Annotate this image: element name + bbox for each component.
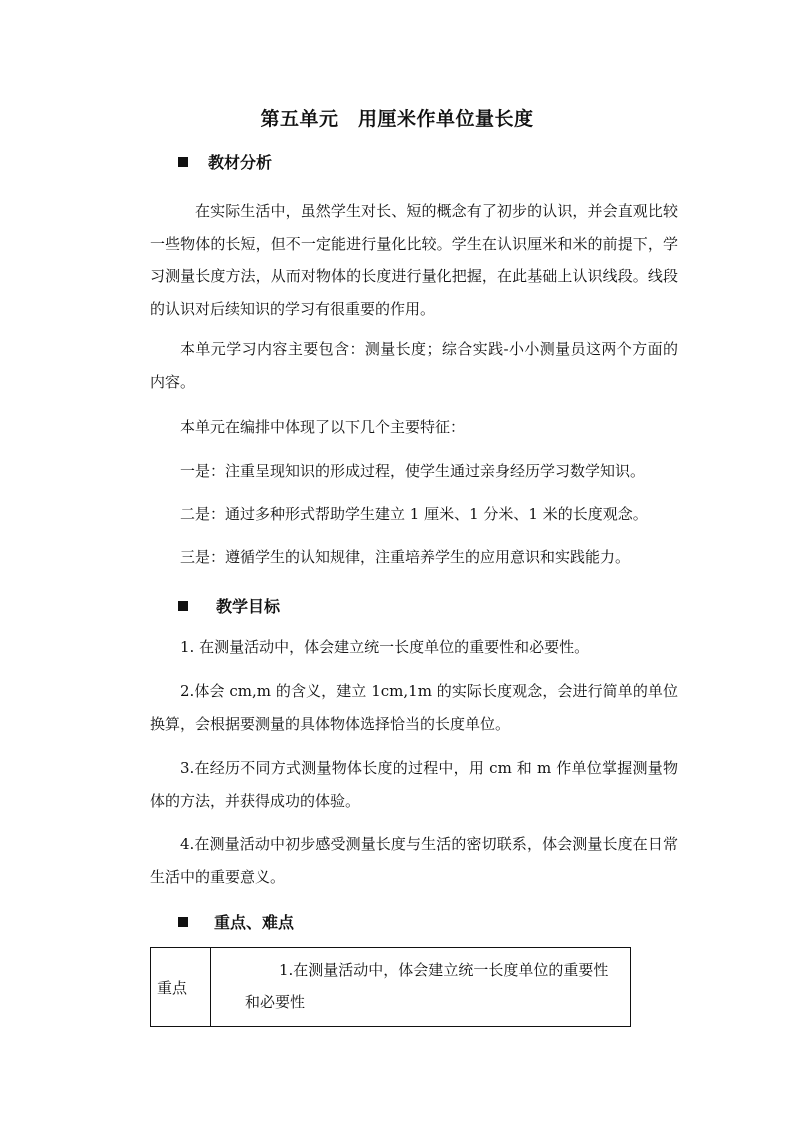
- table-cell-label: 重点: [151, 948, 211, 1027]
- paragraph: 本单元在编排中体现了以下几个主要特征：: [180, 418, 466, 436]
- section-heading-label: 重点、难点: [214, 913, 295, 932]
- section-heading-key-points: [178, 910, 294, 933]
- paragraph: 本单元学习内容主要包含：测量长度；综合实践-小小测量员这两个方面的内容。: [150, 340, 678, 391]
- square-bullet-icon: [178, 601, 188, 611]
- paragraph: 二是：通过多种形式帮助学生建立 1 厘米、1 分米、1 米的长度观念。: [180, 505, 648, 523]
- section-heading-label: 教学目标: [216, 597, 281, 616]
- goal-item: 4.在测量活动中初步感受测量长度与生活的密切联系，体会测量长度在日常生活中的重要意义。: [150, 835, 678, 886]
- goal-item: 2.体会 cm,m 的含义，建立 1cm,1m 的实际长度观念，会进行简单的单位换算，会根据要测量的具体物体选择恰当的长度单位。: [150, 682, 678, 733]
- key-points-table: [150, 947, 631, 1027]
- section-heading-goals: [178, 594, 280, 617]
- section-heading-label: 教材分析: [208, 153, 273, 172]
- table-cell-content: 1.在测量活动中，体会建立统一长度单位的重要性和必要性: [211, 948, 631, 1027]
- page-title: 第五单元 用厘米作单位量长度: [260, 108, 534, 130]
- goal-item: 3.在经历不同方式测量物体长度的过程中，用 cm 和 m 作单位掌握测量物体的方法，并获得成功的体验。: [150, 759, 678, 810]
- paragraph: 在实际生活中，虽然学生对长、短的概念有了初步的认识，并会直观比较一些物体的长短，但不一定能进行量化比较。学生在认识厘米和米的前提下，学习测量长度方法，从而对物体的长度进行量化把握，在此基础上认识线段。线段的认识对后续知识的学习有很重要的作用。: [150, 202, 678, 318]
- goal-item: 1. 在测量活动中，体会建立统一长度单位的重要性和必要性。: [180, 638, 590, 656]
- square-bullet-icon: [178, 157, 188, 167]
- paragraph: 三是：遵循学生的认知规律，注重培养学生的应用意识和实践能力。: [180, 548, 631, 566]
- table-row: [151, 948, 631, 1027]
- paragraph: 一是：注重呈现知识的形成过程，使学生通过亲身经历学习数学知识。: [180, 462, 646, 480]
- square-bullet-icon: [178, 917, 188, 927]
- section-heading-analysis: [178, 150, 272, 173]
